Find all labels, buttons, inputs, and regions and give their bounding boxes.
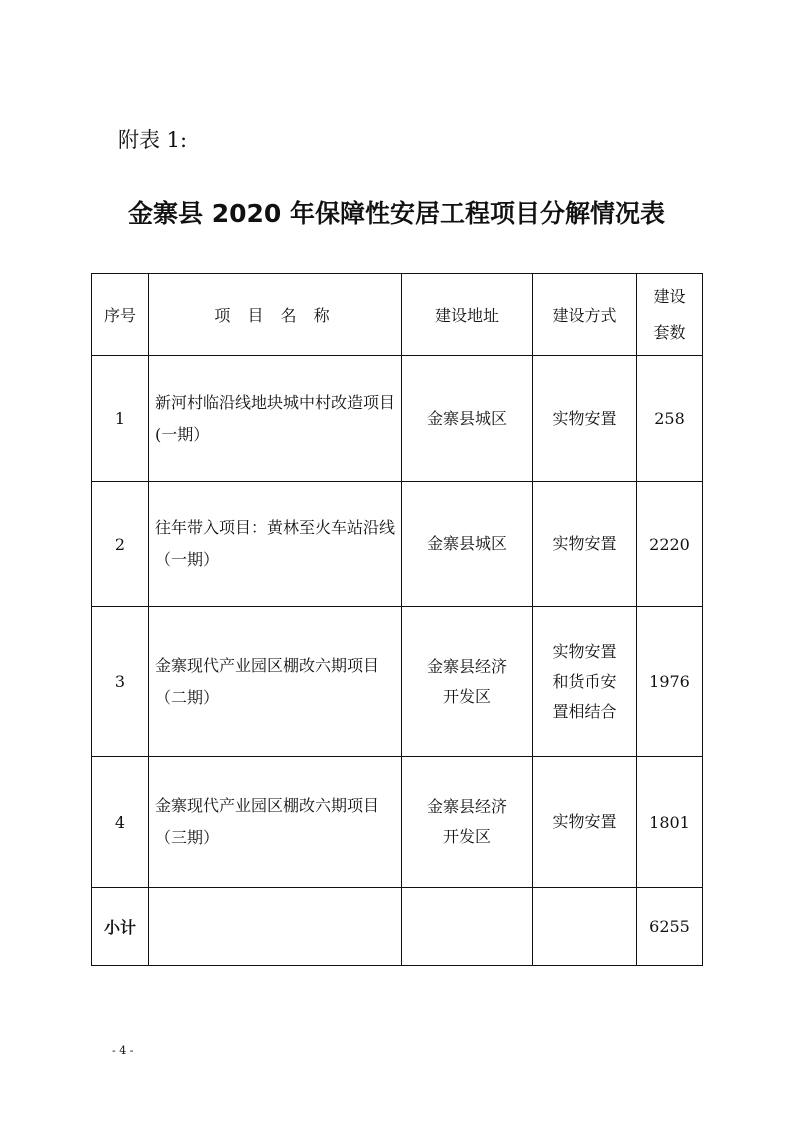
- col-header-seq: 序号: [92, 274, 149, 356]
- subtotal-label: 小计: [92, 888, 149, 966]
- table-header-row: [92, 274, 703, 356]
- row-seq: 1: [92, 356, 149, 482]
- appendix-label: 附表 1:: [118, 128, 188, 152]
- row-project-name: 金寨现代产业园区棚改六期项目（三期）: [149, 757, 402, 888]
- table-row: [92, 607, 703, 757]
- subtotal-empty-location: [402, 888, 533, 966]
- row-project-name: 新河村临沿线地块城中村改造项目(一期）: [149, 356, 402, 482]
- row-location: 金寨县经济开发区: [402, 757, 533, 888]
- row-count: 1801: [637, 757, 703, 888]
- row-location: 金寨县城区: [402, 482, 533, 607]
- subtotal-empty-method: [533, 888, 637, 966]
- col-header-method: 建设方式: [533, 274, 637, 356]
- row-seq: 3: [92, 607, 149, 757]
- row-method: 实物安置: [533, 356, 637, 482]
- col-header-name: 项 目 名 称: [149, 274, 402, 356]
- subtotal-row: [92, 888, 703, 966]
- col-header-location: 建设地址: [402, 274, 533, 356]
- subtotal-count: 6255: [637, 888, 703, 966]
- row-method: 实物安置: [533, 482, 637, 607]
- row-count: 258: [637, 356, 703, 482]
- col-header-count-line2: 套数: [653, 322, 686, 342]
- row-seq: 4: [92, 757, 149, 888]
- col-header-count-line1: 建设: [653, 286, 686, 306]
- table-row: [92, 482, 703, 607]
- row-project-name: 往年带入项目：黄林至火车站沿线（一期）: [149, 482, 402, 607]
- col-header-count: [637, 274, 703, 356]
- table-row: [92, 757, 703, 888]
- row-method: 实物安置: [533, 757, 637, 888]
- project-table: [91, 273, 703, 966]
- table-row: [92, 356, 703, 482]
- row-count: 2220: [637, 482, 703, 607]
- row-location: 金寨县经济开发区: [402, 607, 533, 757]
- page-title: 金寨县 2020 年保障性安居工程项目分解情况表: [128, 199, 665, 228]
- row-project-name: 金寨现代产业园区棚改六期项目（二期）: [149, 607, 402, 757]
- subtotal-empty-name: [149, 888, 402, 966]
- row-method: 实物安置和货币安置相结合: [533, 607, 637, 757]
- row-location: 金寨县城区: [402, 356, 533, 482]
- row-count: 1976: [637, 607, 703, 757]
- page-number: - 4 -: [112, 1044, 134, 1057]
- row-seq: 2: [92, 482, 149, 607]
